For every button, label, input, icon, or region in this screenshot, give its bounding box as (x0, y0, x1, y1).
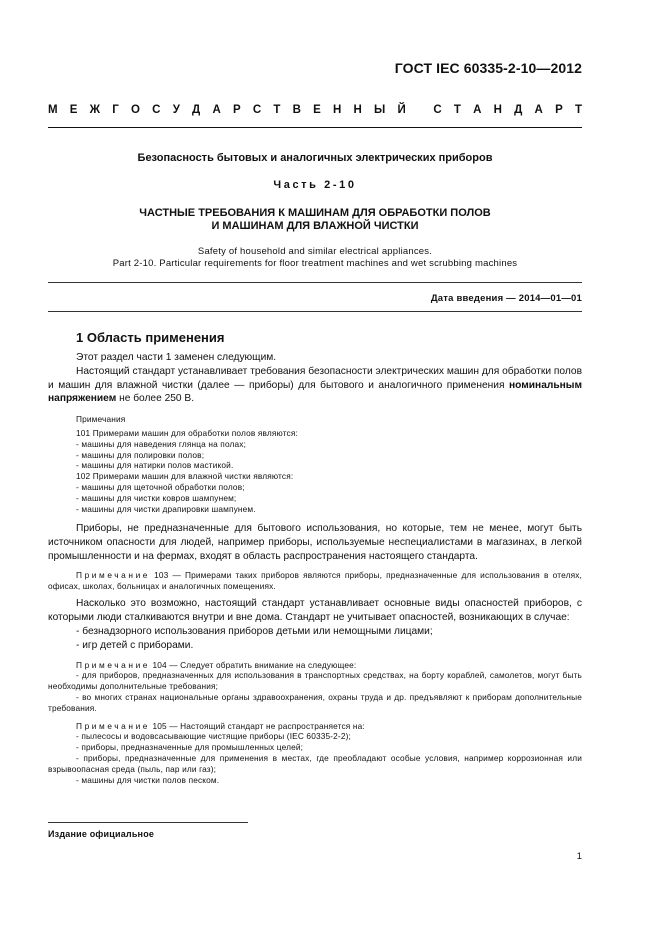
heading-letter: Г (112, 104, 119, 116)
paragraph-2-end: не более 250 В. (116, 393, 195, 405)
heading-letter: С (252, 104, 262, 116)
note-104-item: - во многих странах национальные органы здравоохранения, охраны труда и др. предъявляют к приборам дополнительные требования. (48, 691, 582, 713)
english-title (48, 246, 582, 270)
notes-block (48, 414, 582, 514)
heading-letter: Е (69, 104, 78, 116)
subtitle-line-1: ЧАСТНЫЕ ТРЕБОВАНИЯ К МАШИНАМ ДЛЯ ОБРАБОТКИ ПОЛОВ (139, 207, 491, 219)
heading-letter: С (152, 104, 161, 116)
section-heading: 1 Область применения (76, 330, 225, 345)
list-item: - игр детей с приборами. (76, 639, 194, 651)
footer-rule (48, 822, 248, 823)
note-105-item: - машины для чистки полов песком. (76, 774, 220, 785)
date-of-introduction: Дата введения — 2014—01—01 (430, 293, 582, 304)
heading-letter: А (534, 104, 543, 116)
heading-letter: У (172, 104, 180, 116)
heading-letter (418, 104, 421, 116)
gost-code: ГОСТ IEC 60335-2-10—2012 (394, 60, 582, 76)
heading-letter: Е (313, 104, 321, 116)
heading-letter: Т (273, 104, 281, 116)
note-text: 103 — Примерами таких приборов являются приборы, предназначенные для использования в отелях, офисах, школах, больницах и аналогичных помещениях. (48, 569, 582, 591)
paragraph-2 (48, 365, 582, 406)
note-104 (48, 660, 582, 671)
note-label: Примечание (76, 569, 151, 580)
note-103 (48, 570, 582, 592)
date-rule (48, 311, 582, 312)
page-number: 1 (576, 851, 582, 862)
header-rule (48, 127, 582, 128)
heading-letter: Т (453, 104, 461, 116)
note-line: - машины для чистки драпировки шампунем. (76, 503, 256, 514)
list-item: - безнадзорного использования приборов детьми или немощными лицами; (76, 625, 433, 637)
english-title-line-1: Safety of household and similar electrical appliances. (197, 246, 433, 257)
note-text: 105 — Настоящий стандарт не распространяется на: (150, 720, 365, 731)
heading-letter: А (212, 104, 221, 116)
note-105-item: - пылесосы и водовсасывающие чистящие приборы (IEC 60335-2-2); (76, 731, 351, 742)
paragraph-1: Этот раздел части 1 заменен следующим. (76, 352, 277, 363)
paragraph-4: Насколько это возможно, настоящий стандарт устанавливает основные виды опасностей приборов, с которыми люди сталкиваются внутри и вне дома. Стандарт не учитывает опасностей, возникающих в случае: (48, 598, 582, 624)
note-line: - машины для наведения глянца на полах; (76, 438, 247, 449)
heading-letter: Т (574, 104, 582, 116)
defined-term: номинальным напряжением (48, 379, 582, 405)
heading-letter: Н (493, 104, 502, 116)
heading-letter: В (292, 104, 301, 116)
note-105-item: - приборы, предназначенные для применения в местах, где преобладают особые условия, например коррозионная или взрывоопасная среда (пыль, пар или газ); (48, 752, 582, 774)
note-text: 104 — Следует обратить внимание на следующее: (150, 659, 357, 670)
note-line: - машины для чистки ковров шампунем; (76, 492, 237, 503)
heading-letter: С (433, 104, 442, 116)
title-rule (48, 282, 582, 283)
paragraph-3: Приборы, не предназначенные для бытового использования, но которые, тем не менее, могут быть источником опасности для людей, например приборы, используемые неспециалистами в магазинах, в легкой промышленности и на фермах, входят в область распространения настоящего стандарта. (48, 523, 582, 562)
note-label: Примечание (76, 659, 151, 670)
subtitle-line-2: И МАШИНАМ ДЛЯ ВЛАЖНОЙ ЧИСТКИ (211, 219, 419, 232)
note-105 (48, 721, 582, 732)
heading-letter: А (473, 104, 482, 116)
heading-letter: Ж (89, 104, 101, 116)
note-label: Примечание (76, 720, 151, 731)
part-number: Часть 2-10 (273, 179, 357, 191)
heading-letter: Д (192, 104, 201, 116)
note-line: - машины для натирки полов мастикой. (76, 460, 234, 471)
note-104-item: - для приборов, предназначенных для использования в транспортных средствах, на борту кораблей, самолетов, могут быть необходимы дополнительные требования; (48, 670, 582, 692)
heading-letter: Н (332, 104, 342, 116)
notes-title: Примечания (76, 414, 126, 425)
note-line: 102 Примерами машин для влажной чистки являются: (76, 471, 294, 482)
standard-title: Безопасность бытовых и аналогичных электрических приборов (137, 152, 493, 164)
edition-label: Издание официальное (48, 829, 155, 839)
standard-subtitle (48, 207, 582, 232)
note-line: 101 Примерами машин для обработки полов являются: (76, 427, 298, 438)
paragraph-2-start: Настоящий стандарт устанавливает требования безопасности электрических машин для обработки полов и машин для влажной чистки (далее — приборы) для бытового и аналогичного применения (48, 365, 582, 391)
heading-letter: О (131, 104, 140, 116)
heading-letter: Й (397, 104, 406, 116)
english-title-line-2: Part 2-10. Particular requirements for floor treatment machines and wet scrubbing machines (112, 258, 518, 269)
interstate-standard-heading (48, 104, 582, 116)
hazard-list (48, 625, 582, 653)
heading-letter: Ы (374, 104, 386, 116)
heading-letter: Н (353, 104, 362, 116)
heading-letter: М (48, 104, 58, 116)
note-105-item: - приборы, предназначенные для промышленных целей; (76, 742, 304, 753)
heading-letter: Р (555, 104, 563, 116)
heading-letter: Р (232, 104, 241, 116)
section-body (48, 351, 582, 785)
heading-letter: Д (514, 104, 523, 116)
note-line: - машины для щеточной обработки полов; (76, 481, 245, 492)
note-line: - машины для полировки полов; (76, 449, 205, 460)
